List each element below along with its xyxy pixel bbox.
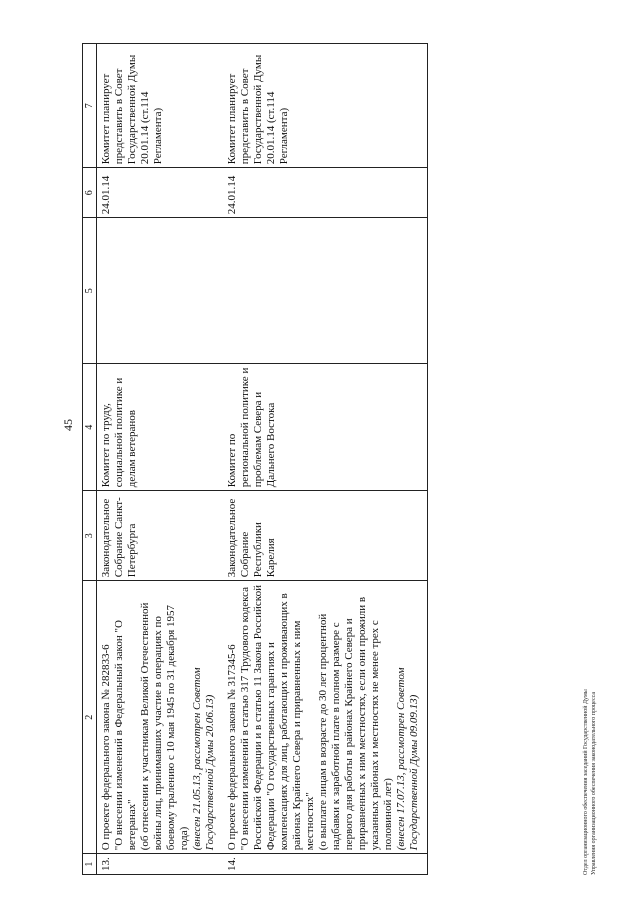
- status-cell: Комитет планирует представить в Совет Государственной Думы 20.01.14 (ст.114 Регламента): [97, 44, 224, 168]
- date-cell: 24.01.14: [223, 168, 428, 218]
- bill-description: [223, 581, 428, 854]
- date-cell: 24.01.14: [97, 168, 224, 218]
- bill-intro: О проекте федерального закона № 317345-6: [226, 644, 238, 851]
- column-5-cell: [97, 218, 224, 364]
- bill-intro: О проекте федерального закона № 282833-6: [100, 644, 112, 851]
- bills-table: [82, 43, 428, 875]
- column-header-1: 1: [83, 854, 97, 875]
- table-row: [223, 44, 428, 875]
- bill-detail: (об отнесении к участникам Великой Отечественной войны лиц, принимавших участие в операциях по боевому тралению с 10 мая 1945 по 31 декабря 1957 года): [139, 602, 190, 851]
- bill-description: [97, 581, 224, 854]
- status-cell: Комитет планирует представить в Совет Государственной Думы 20.01.14 (ст.114 Регламента): [223, 44, 428, 168]
- row-number: 14.: [223, 854, 428, 875]
- row-number: 13.: [97, 854, 224, 875]
- bill-note: (внесен 17.07.13, рассмотрен Советом Государственной Думы 09.09.13): [395, 667, 420, 851]
- column-header-7: 7: [83, 44, 97, 168]
- page-footer: [582, 689, 598, 875]
- responsible-committee: Комитет по региональной политике и проблемам Севера и Дальнего Востока: [223, 364, 428, 491]
- bill-author: Законодательное Собрание Республики Карелия: [223, 491, 428, 581]
- responsible-committee: Комитет по труду, социальной политике и делам ветеранов: [97, 364, 224, 491]
- table-row: [97, 44, 224, 875]
- column-header-5: 5: [83, 218, 97, 364]
- bill-title: "О внесении изменений в статью 317 Трудового кодекса Российской Федерации и в статью 11 Закона Российской Федерации "О государственных гарантиях и компенсациях для лиц, работающих и проживающих в районах Крайнего Севера и приравненных к ним местностях": [239, 585, 316, 851]
- bill-detail: (о выплате лицам в возрасте до 30 лет процентной надбавки к заработной плате в полном размере с первого дня работы в районах Крайнего Севера и приравненных к ним местностях, если они прожили в указанных районах и местностях не менее трех с половиной лет): [317, 596, 394, 851]
- bill-title: "О внесении изменений в Федеральный закон "О ветеранах": [113, 620, 138, 851]
- column-5-cell: [223, 218, 428, 364]
- bill-author: Законодательное Собрание Санкт-Петербурга: [97, 491, 224, 581]
- bill-note: (внесен 21.05.13, рассмотрен Советом Государственной Думы 20.06.13): [191, 667, 216, 851]
- document-page: [60, 15, 620, 875]
- column-header-4: 4: [83, 364, 97, 491]
- footer-line-2: Управления организационного обеспечения законодательного процесса: [591, 691, 597, 875]
- header-row: [83, 44, 97, 875]
- page-number: 45: [61, 419, 75, 431]
- column-header-2: 2: [83, 581, 97, 854]
- column-header-6: 6: [83, 168, 97, 218]
- footer-line-1: Отдел организационного обеспечения заседаний Государственной Думы: [583, 689, 589, 875]
- column-header-3: 3: [83, 491, 97, 581]
